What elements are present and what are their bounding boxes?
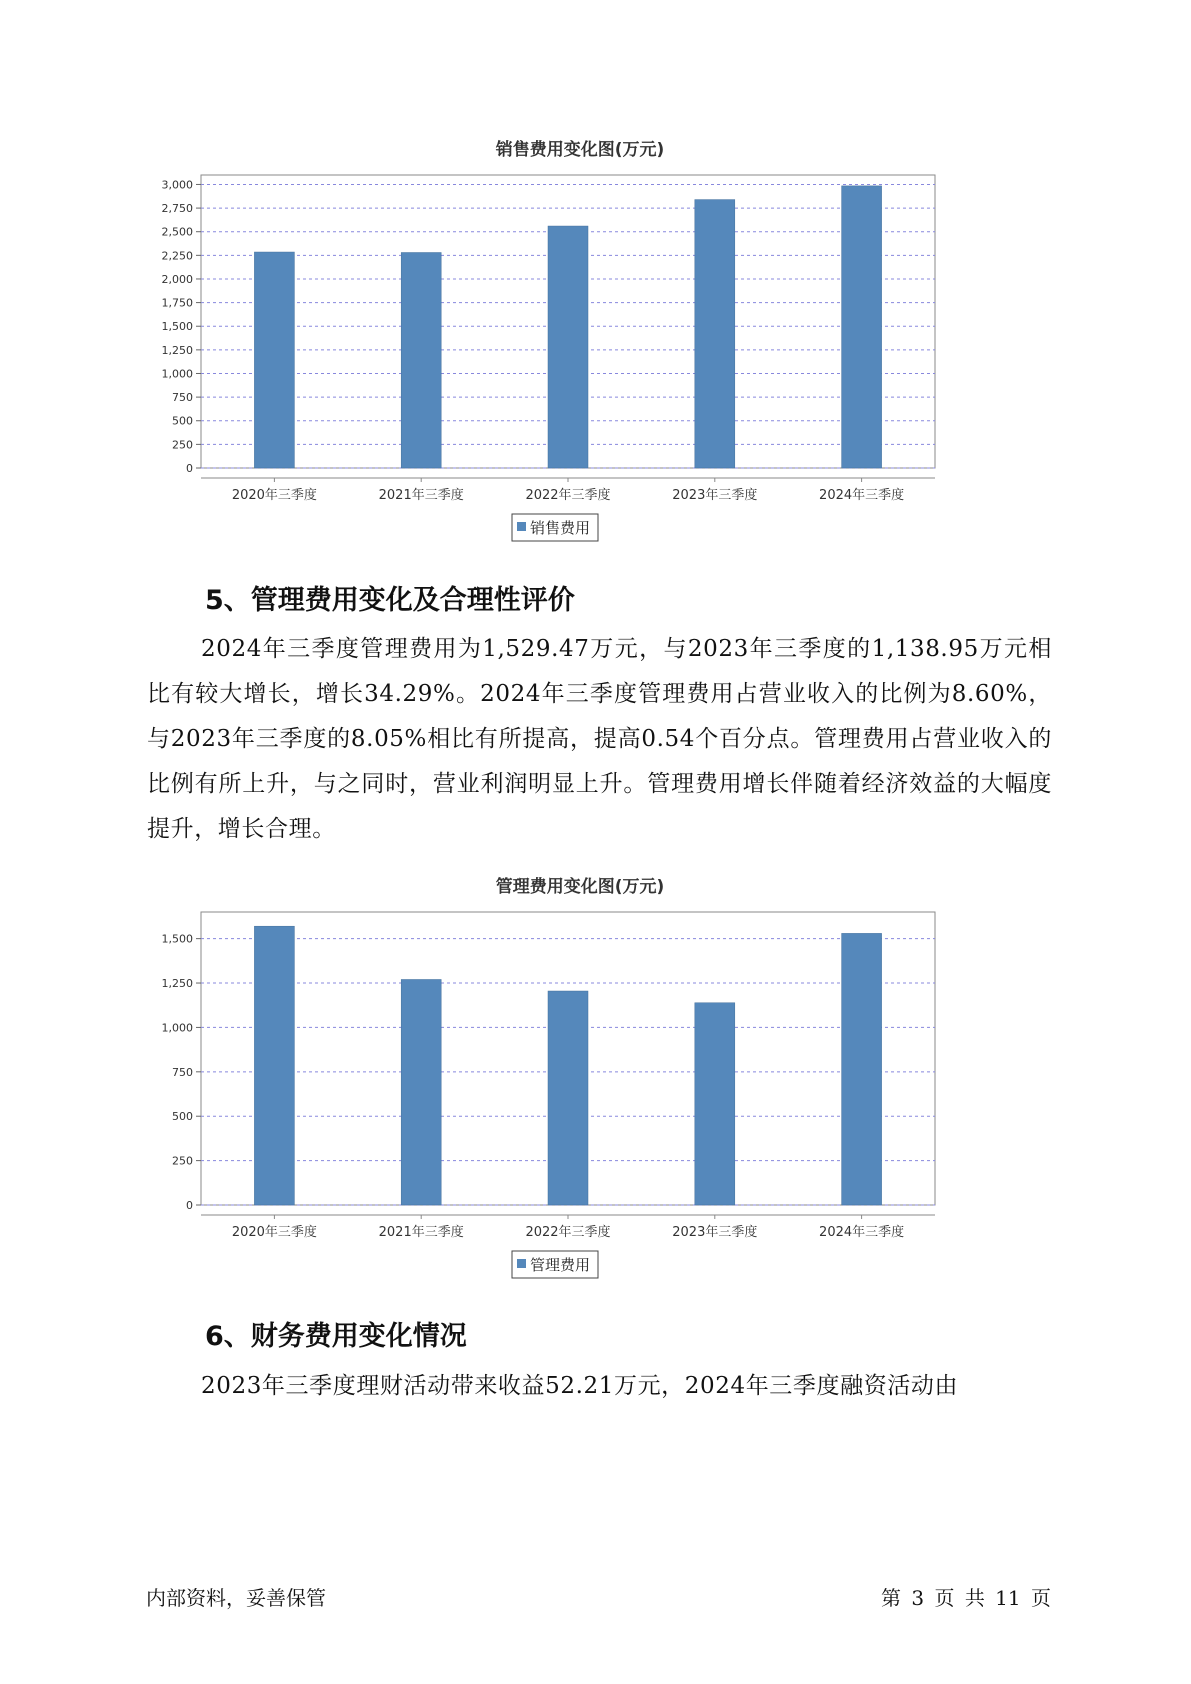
bar-2024年三季度: [842, 186, 882, 468]
chart-title: 销售费用变化图(万元): [495, 140, 665, 160]
bar-2022年三季度: [548, 991, 588, 1205]
section6-heading: 6、财务费用变化情况: [205, 1321, 467, 1352]
management-expense-chart: [140, 862, 1020, 1292]
chart-legend: [512, 1251, 598, 1278]
x-tick-label: 2022年三季度: [525, 488, 611, 503]
sales-expense-chart-svg: [140, 125, 1020, 555]
y-tick-label: 1,750: [161, 296, 193, 310]
y-tick-label: 1,250: [161, 343, 193, 357]
legend-label: 销售费用: [530, 519, 591, 537]
bar-2024年三季度: [842, 933, 882, 1205]
sales-expense-chart: [140, 125, 1020, 555]
x-tick-label: 2023年三季度: [672, 488, 758, 503]
footer-page-number: 第 3 页 共 11 页: [881, 1586, 1051, 1610]
bar-2021年三季度: [401, 253, 441, 468]
bar-2021年三季度: [401, 979, 441, 1205]
x-tick-label: 2020年三季度: [231, 1225, 317, 1240]
y-tick-label: 250: [172, 1154, 193, 1168]
y-tick-label: 500: [172, 1110, 193, 1124]
bar-2020年三季度: [254, 926, 294, 1205]
y-tick-label: 750: [172, 1065, 193, 1079]
y-tick-label: 0: [186, 1199, 193, 1212]
x-tick-label: 2023年三季度: [672, 1225, 758, 1240]
section6-paragraph: 2023年三季度理财活动带来收益52.21万元，2024年三季度融资活动由: [201, 1373, 959, 1399]
legend-swatch: [517, 522, 526, 531]
legend-label: 管理费用: [530, 1256, 591, 1274]
x-tick-label: 2021年三季度: [378, 488, 464, 503]
y-tick-label: 2,250: [161, 249, 193, 263]
x-tick-label: 2021年三季度: [378, 1225, 464, 1240]
y-tick-label: 1,250: [161, 977, 193, 991]
legend-swatch: [517, 1259, 526, 1268]
y-tick-label: 2,750: [161, 202, 193, 216]
chart-legend: [512, 514, 598, 541]
x-tick-label: 2024年三季度: [819, 1225, 905, 1240]
y-tick-label: 1,500: [161, 320, 193, 334]
x-tick-label: 2024年三季度: [819, 488, 905, 503]
section5-heading: 5、管理费用变化及合理性评价: [205, 585, 575, 616]
y-tick-label: 1,500: [161, 932, 193, 946]
bar-2022年三季度: [548, 226, 588, 468]
y-tick-label: 500: [172, 414, 193, 428]
y-tick-label: 750: [172, 391, 193, 405]
y-tick-label: 2,000: [161, 272, 193, 286]
chart-title: 管理费用变化图(万元): [495, 877, 665, 897]
y-tick-label: 0: [186, 462, 193, 475]
bar-2020年三季度: [254, 252, 294, 468]
section5-paragraph: 2024年三季度管理费用为1,529.47万元，与2023年三季度的1,138.95万元相比有较大增长，增长34.29%。2024年三季度管理费用占营业收入的比例为8.60%，与2023年三季度的8.05%相比有所提高，提高0.54个百分点。管理费用占营业收入的比例有所上升，与之同时，营业利润明显上升。管理费用增长伴随着经济效益的大幅度提升，增长合理。: [147, 636, 1052, 842]
y-tick-label: 3,000: [161, 178, 193, 192]
y-tick-label: 1,000: [161, 367, 193, 381]
x-tick-label: 2022年三季度: [525, 1225, 611, 1240]
management-expense-chart-svg: [140, 862, 1020, 1292]
y-tick-label: 1,000: [161, 1021, 193, 1035]
y-tick-label: 250: [172, 438, 193, 452]
y-tick-label: 2,500: [161, 225, 193, 239]
bar-2023年三季度: [695, 1003, 735, 1205]
footer-confidential-note: 内部资料，妥善保管: [146, 1586, 326, 1610]
bar-2023年三季度: [695, 200, 735, 468]
x-tick-label: 2020年三季度: [231, 488, 317, 503]
